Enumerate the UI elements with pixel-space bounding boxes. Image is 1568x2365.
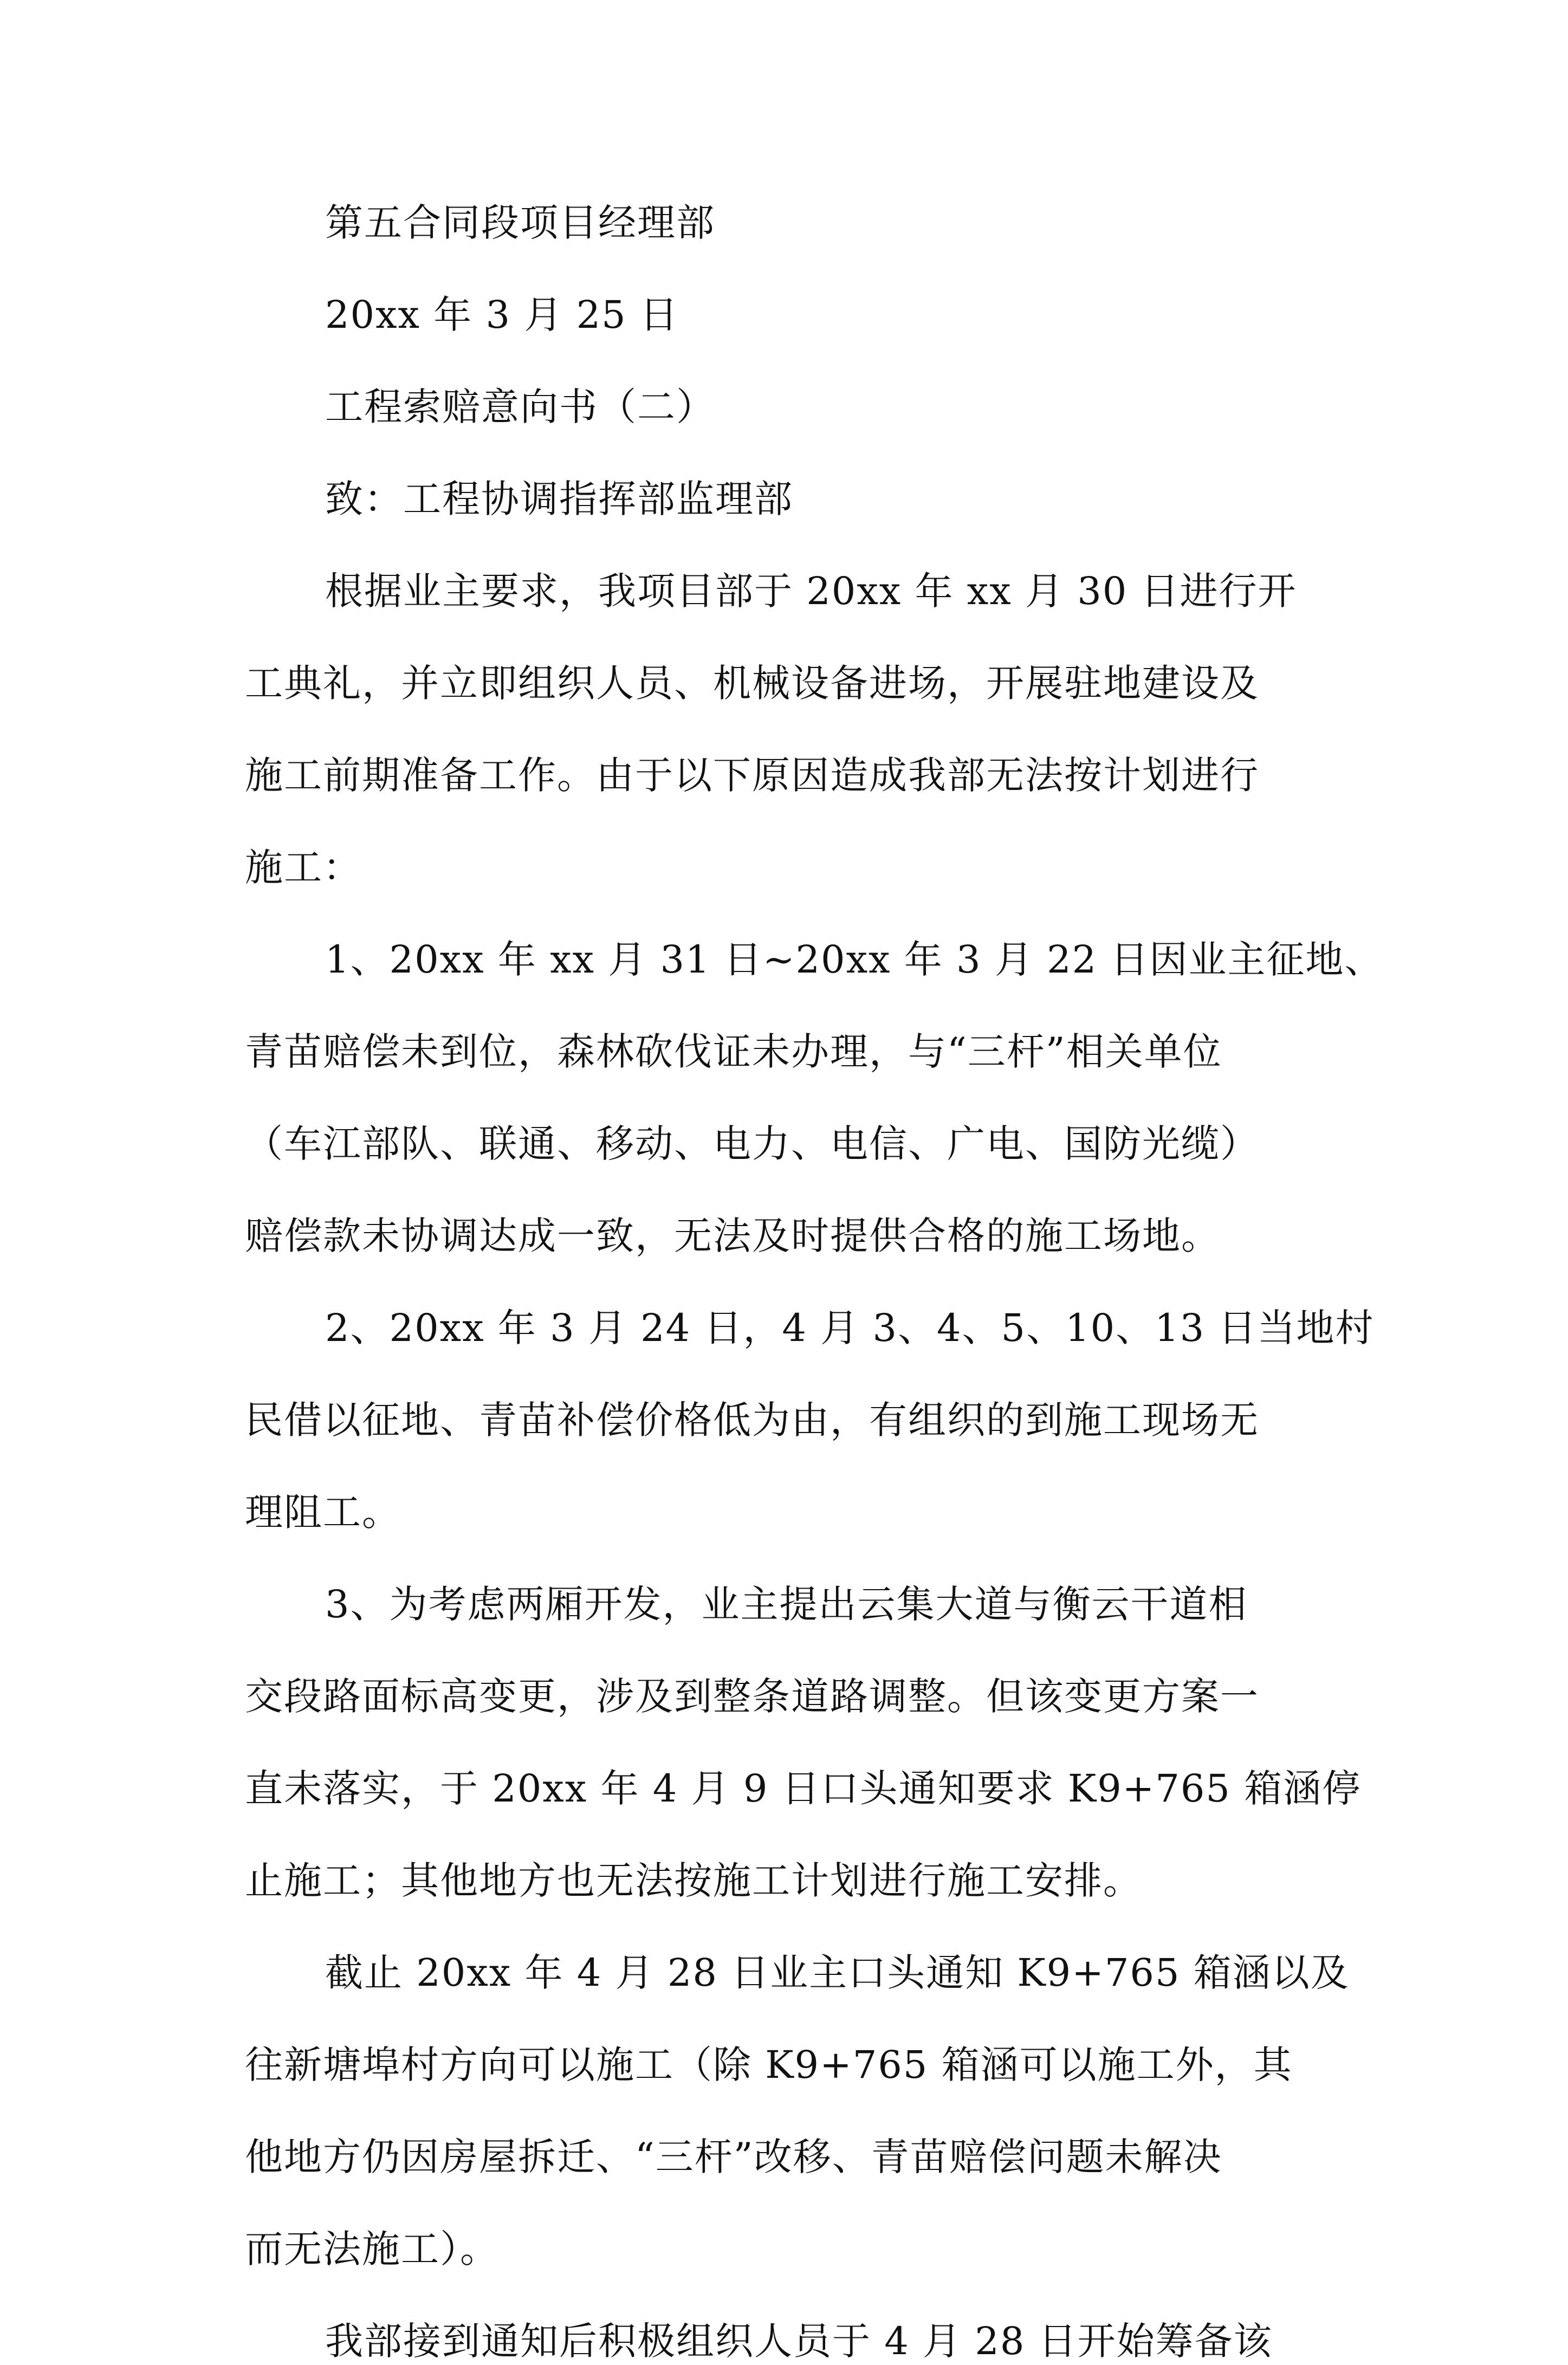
paragraph-deadline-line: 他地方仍因房屋拆迁、“三杆”改移、青苗赔偿问题未解决 bbox=[245, 2135, 1222, 2179]
item-1-line: 青苗赔偿未到位，森林砍伐证未办理，与“三杆”相关单位 bbox=[245, 1029, 1222, 1074]
project-department-line: 第五合同段项目经理部 bbox=[325, 200, 715, 245]
item-2-line: 民借以征地、青苗补偿价格低为由，有组织的到施工现场无 bbox=[245, 1398, 1259, 1442]
document-body bbox=[245, 199, 1384, 2365]
item-1-line: 1、20xx 年 xx 月 31 日~20xx 年 3 月 22 日因业主征地、 bbox=[325, 937, 1384, 982]
item-3-line: 交段路面标高变更，涉及到整条道路调整。但该变更方案一 bbox=[245, 1674, 1259, 1719]
paragraph-deadline-line: 往新塘埠村方向可以施工（除 K9+765 箱涵可以施工外，其 bbox=[245, 2043, 1293, 2087]
date-line: 20xx 年 3 月 25 日 bbox=[325, 293, 679, 337]
document-title: 工程索赔意向书（二） bbox=[325, 385, 715, 429]
item-1-line: 赔偿款未协调达成一致，无法及时提供合格的施工场地。 bbox=[245, 1214, 1220, 1258]
paragraph-intro-line: 工典礼，并立即组织人员、机械设备进场，开展驻地建设及 bbox=[245, 661, 1259, 705]
paragraph-intro-line: 施工前期准备工作。由于以下原因造成我部无法按计划进行 bbox=[245, 753, 1259, 798]
item-3-line: 止施工；其他地方也无法按施工计划进行施工安排。 bbox=[245, 1858, 1142, 1903]
paragraph-intro-line: 施工： bbox=[245, 845, 362, 890]
item-3-line: 3、为考虑两厢开发，业主提出云集大道与衡云干道相 bbox=[325, 1582, 1248, 1627]
paragraph-deadline-line: 截止 20xx 年 4 月 28 日业主口头通知 K9+765 箱涵以及 bbox=[325, 1951, 1350, 1995]
item-2-line: 理阻工。 bbox=[245, 1490, 401, 1534]
item-2-line: 2、20xx 年 3 月 24 日，4 月 3、4、5、10、13 日当地村 bbox=[325, 1306, 1375, 1350]
addressee-line: 致：工程协调指挥部监理部 bbox=[325, 477, 793, 521]
paragraph-deadline-line: 而无法施工）。 bbox=[245, 2227, 499, 2271]
paragraph-final-line: 我部接到通知后积极组织人员于 4 月 28 日开始筹备该 bbox=[325, 2319, 1273, 2363]
paragraph-intro-line: 根据业主要求，我项目部于 20xx 年 xx 月 30 日进行开 bbox=[325, 569, 1297, 613]
item-3-line: 直未落实，于 20xx 年 4 月 9 日口头通知要求 K9+765 箱涵停 bbox=[245, 1766, 1362, 1811]
item-1-line: （车江部队、联通、移动、电力、电信、广电、国防光缆） bbox=[245, 1122, 1259, 1166]
